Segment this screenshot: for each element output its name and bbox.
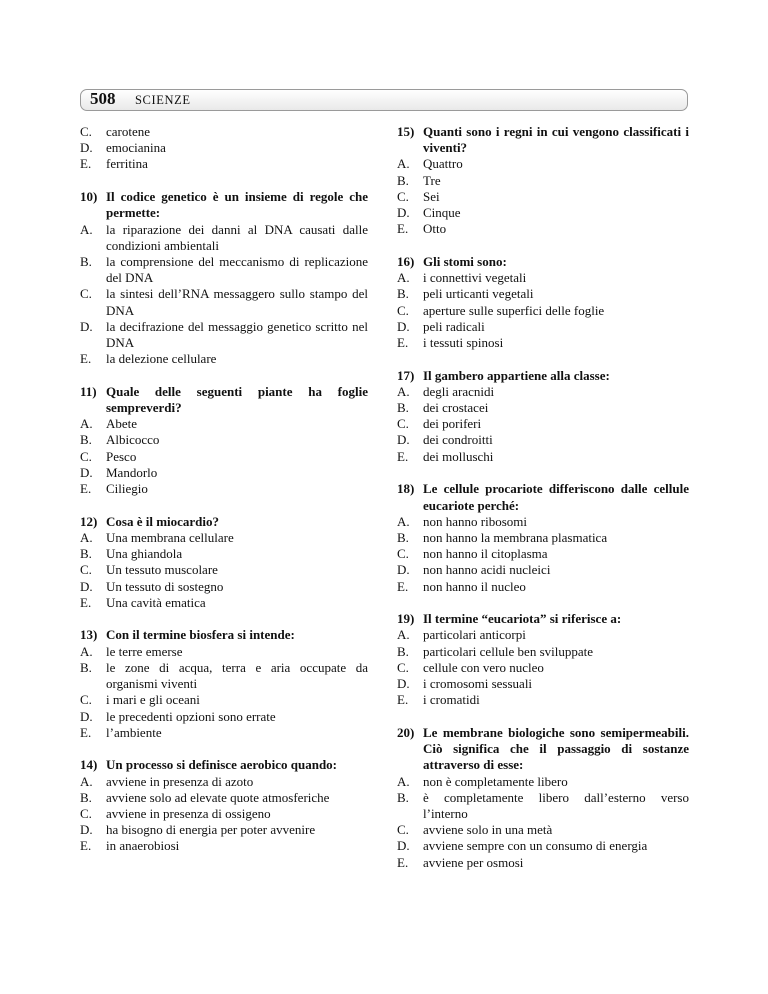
answer-option xyxy=(80,481,368,497)
option-label: C. xyxy=(80,692,92,708)
option-text: i tessuti spinosi xyxy=(423,334,504,350)
answer-option xyxy=(80,546,368,562)
option-text: Una cavità ematica xyxy=(106,594,206,610)
answer-option xyxy=(80,692,368,708)
answer-option xyxy=(397,303,689,319)
option-text: peli urticanti vegetali xyxy=(423,286,534,302)
answer-option xyxy=(397,384,689,400)
question-block xyxy=(397,254,689,351)
option-text: avviene solo in una metà xyxy=(423,822,553,838)
option-label: D. xyxy=(80,578,93,594)
option-label: E. xyxy=(397,578,409,594)
option-text: non hanno ribosomi xyxy=(423,513,527,529)
answer-option xyxy=(80,530,368,546)
option-label: E. xyxy=(397,854,409,870)
question-block xyxy=(397,481,689,594)
answer-option xyxy=(397,432,689,448)
option-label: A. xyxy=(397,270,410,286)
option-text: dei molluschi xyxy=(423,448,494,464)
question-title xyxy=(397,368,689,384)
page-header xyxy=(80,89,688,111)
option-label: D. xyxy=(397,432,410,448)
option-text: Otto xyxy=(423,221,447,237)
option-label: E. xyxy=(80,156,92,172)
answer-option xyxy=(397,627,689,643)
option-label: B. xyxy=(397,643,409,659)
option-text: avviene solo ad elevate quote atmosferiche xyxy=(106,789,330,805)
question-number: 14) xyxy=(80,757,98,773)
question-text: Cosa è il miocardio? xyxy=(106,513,220,529)
question-text: Le cellule procariote differiscono dalle cellule eucariote perché: xyxy=(423,481,689,513)
option-label: D. xyxy=(80,318,93,334)
option-label: D. xyxy=(80,708,93,724)
option-label: A. xyxy=(80,221,93,237)
option-text: dei crostacei xyxy=(423,400,489,416)
answer-option xyxy=(80,774,368,790)
option-text: ferritina xyxy=(106,156,148,172)
option-text: aperture sulle superfici delle foglie xyxy=(423,302,605,318)
option-label: C. xyxy=(80,562,92,578)
option-text: avviene per osmosi xyxy=(423,854,524,870)
answer-option xyxy=(397,579,689,595)
option-label: D. xyxy=(397,838,410,854)
option-label: C. xyxy=(397,822,409,838)
question-text: Con il termine biosfera si intende: xyxy=(106,627,295,643)
question-title xyxy=(80,627,368,643)
option-text: i cromosomi sessuali xyxy=(423,676,533,692)
answer-option xyxy=(80,465,368,481)
option-text: la delezione cellulare xyxy=(106,351,217,367)
option-text: in anaerobiosi xyxy=(106,838,180,854)
option-label: B. xyxy=(80,546,92,562)
option-text: degli aracnidi xyxy=(423,383,495,399)
option-label: E. xyxy=(397,221,409,237)
option-text: dei poriferi xyxy=(423,416,482,432)
answer-option xyxy=(80,806,368,822)
answer-option xyxy=(80,595,368,611)
option-label: B. xyxy=(80,789,92,805)
option-label: C. xyxy=(397,188,409,204)
question-title xyxy=(80,757,368,773)
answer-option xyxy=(80,319,368,351)
option-text: Un tessuto muscolare xyxy=(106,562,218,578)
option-label: B. xyxy=(80,432,92,448)
option-text: i mari e gli oceani xyxy=(106,692,200,708)
question-number: 13) xyxy=(80,627,98,643)
answer-option xyxy=(80,449,368,465)
option-text: le zone di acqua, terra e aria occupate da organismi viventi xyxy=(106,659,368,692)
option-label: D. xyxy=(80,822,93,838)
answer-option xyxy=(397,270,689,286)
question-title xyxy=(397,725,689,774)
option-label: D. xyxy=(397,676,410,692)
question-text: Quanti sono i regni in cui vengono classificati i viventi? xyxy=(423,124,689,156)
question-number: 20) xyxy=(397,725,415,740)
option-text: non hanno il citoplasma xyxy=(423,546,548,562)
answer-option xyxy=(397,335,689,351)
option-text: Un tessuto di sostegno xyxy=(106,578,224,594)
question-number: 19) xyxy=(397,611,415,627)
answer-option xyxy=(397,838,689,854)
option-text: i cromatidi xyxy=(423,692,480,708)
option-label: C. xyxy=(80,124,92,139)
section-title: SCIENZE xyxy=(135,93,191,107)
question-number: 18) xyxy=(397,481,415,497)
answer-option xyxy=(397,546,689,562)
option-label: B. xyxy=(397,286,409,302)
option-label: B. xyxy=(397,400,409,416)
answer-option xyxy=(397,660,689,676)
option-text: Quattro xyxy=(423,156,463,172)
option-label: B. xyxy=(80,253,92,269)
answer-option xyxy=(397,400,689,416)
question-number: 12) xyxy=(80,513,98,529)
option-label: C. xyxy=(397,302,409,318)
answer-option xyxy=(397,562,689,578)
page-number: 508 xyxy=(90,89,116,108)
answer-option xyxy=(80,416,368,432)
option-text: avviene in presenza di ossigeno xyxy=(106,806,271,822)
option-text: non è completamente libero xyxy=(423,773,568,789)
answer-option xyxy=(397,676,689,692)
option-text: le precedenti opzioni sono errate xyxy=(106,708,276,724)
option-text: Albicocco xyxy=(106,432,160,448)
option-text: la decifrazione del messaggio genetico scritto nel DNA xyxy=(106,318,368,350)
option-text: dei condroitti xyxy=(423,432,493,448)
option-text: Cinque xyxy=(423,205,461,221)
option-text: cellule con vero nucleo xyxy=(423,659,544,675)
option-label: B. xyxy=(397,172,409,188)
option-label: B. xyxy=(80,659,92,675)
option-text: le terre emerse xyxy=(106,643,183,659)
option-text: Sei xyxy=(423,188,440,204)
option-label: C. xyxy=(397,659,409,675)
answer-option xyxy=(397,449,689,465)
option-text: Abete xyxy=(106,416,138,432)
answer-option xyxy=(80,822,368,838)
question-number: 15) xyxy=(397,124,415,139)
option-label: A. xyxy=(80,529,93,545)
question-text: Un processo si definisce aerobico quando: xyxy=(106,757,338,773)
option-label: E. xyxy=(80,838,92,854)
answer-option xyxy=(397,156,689,172)
answer-option xyxy=(397,286,689,302)
option-label: C. xyxy=(397,546,409,562)
right-column xyxy=(397,124,689,887)
question-text: Le membrane biologiche sono semipermeabili. Ciò significa che il passaggio di sostanze attraverso di esse: xyxy=(423,725,689,773)
option-text: Ciliegio xyxy=(106,481,148,497)
answer-option xyxy=(397,189,689,205)
answer-option xyxy=(397,173,689,189)
question-block xyxy=(397,611,689,708)
question-block xyxy=(397,725,689,871)
question-title xyxy=(397,481,689,513)
option-label: D. xyxy=(397,318,410,334)
option-text: la comprensione del meccanismo di replicazione del DNA xyxy=(106,253,368,286)
question-text: Gli stomi sono: xyxy=(423,253,507,269)
answer-option xyxy=(397,692,689,708)
option-label: B. xyxy=(397,529,409,545)
option-text: Pesco xyxy=(106,448,137,464)
option-label: A. xyxy=(397,773,410,789)
answer-option xyxy=(397,774,689,790)
question-number: 16) xyxy=(397,253,415,269)
answer-option xyxy=(397,644,689,660)
option-label: A. xyxy=(397,156,410,172)
answer-option xyxy=(80,351,368,367)
answer-option xyxy=(80,432,368,448)
question-text: Il termine “eucariota” si riferisce a: xyxy=(423,611,622,627)
answer-option xyxy=(80,254,368,286)
option-text: non hanno la membrana plasmatica xyxy=(423,529,608,545)
answer-option xyxy=(397,221,689,237)
option-text: è completamente libero dall’esterno verso l’interno xyxy=(423,789,689,822)
answer-option xyxy=(80,124,368,140)
answer-option xyxy=(80,709,368,725)
left-column xyxy=(80,124,368,871)
option-text: i connettivi vegetali xyxy=(423,270,527,286)
answer-option xyxy=(80,790,368,806)
option-label: E. xyxy=(80,594,92,610)
option-text: particolari cellule ben sviluppate xyxy=(423,643,594,659)
option-label: A. xyxy=(397,383,410,399)
option-label: A. xyxy=(80,416,93,432)
option-text: avviene in presenza di azoto xyxy=(106,773,254,789)
question-number: 17) xyxy=(397,367,415,383)
option-text: Una membrana cellulare xyxy=(106,529,234,545)
answer-option xyxy=(80,579,368,595)
answer-option xyxy=(80,660,368,692)
question-text: Il gambero appartiene alla classe: xyxy=(423,367,610,383)
option-label: B. xyxy=(397,789,409,805)
option-label: E. xyxy=(80,351,92,367)
question-block xyxy=(80,757,368,854)
question-title xyxy=(80,189,368,221)
question-block xyxy=(80,189,368,367)
option-label: E. xyxy=(80,724,92,740)
question-number: 11) xyxy=(80,383,97,399)
option-label: E. xyxy=(397,334,409,350)
option-text: carotene xyxy=(106,124,151,139)
option-label: E. xyxy=(397,448,409,464)
option-text: la sintesi dell’RNA messaggero sullo stampo del DNA xyxy=(106,286,368,318)
question-number: 10) xyxy=(80,189,98,205)
answer-option xyxy=(397,416,689,432)
answer-option xyxy=(397,514,689,530)
option-label: D. xyxy=(80,464,93,480)
option-label: C. xyxy=(80,448,92,464)
option-label: A. xyxy=(397,513,410,529)
question-title xyxy=(397,124,689,156)
option-label: C. xyxy=(80,806,92,822)
option-text: particolari anticorpi xyxy=(423,627,526,643)
answer-option xyxy=(80,838,368,854)
option-label: C. xyxy=(397,416,409,432)
option-text: Una ghiandola xyxy=(106,546,183,562)
answer-option xyxy=(80,222,368,254)
option-label: A. xyxy=(397,627,410,643)
question-title xyxy=(397,254,689,270)
question-block xyxy=(397,368,689,465)
question-block xyxy=(80,384,368,497)
question-title xyxy=(80,384,368,416)
option-text: emocianina xyxy=(106,140,166,156)
option-text: non hanno il nucleo xyxy=(423,578,526,594)
question-block xyxy=(80,627,368,740)
answer-option xyxy=(397,319,689,335)
question-text: Il codice genetico è un insieme di regole che permette: xyxy=(106,189,368,221)
question-title xyxy=(80,514,368,530)
answer-option xyxy=(397,530,689,546)
question-title xyxy=(397,611,689,627)
option-text: Tre xyxy=(423,172,441,188)
answer-option xyxy=(80,286,368,318)
answer-option xyxy=(397,205,689,221)
question-text: Quale delle seguenti piante ha foglie sempreverdi? xyxy=(106,383,368,416)
option-text: Mandorlo xyxy=(106,464,158,480)
option-text: l’ambiente xyxy=(106,724,162,740)
answer-option xyxy=(80,156,368,172)
answer-option xyxy=(397,822,689,838)
option-label: D. xyxy=(397,205,410,221)
option-label: E. xyxy=(80,481,92,497)
answer-option xyxy=(80,644,368,660)
answer-option xyxy=(397,790,689,822)
option-label: E. xyxy=(397,692,409,708)
option-text: ha bisogno di energia per poter avvenire xyxy=(106,822,316,838)
option-text: non hanno acidi nucleici xyxy=(423,562,551,578)
option-text: peli radicali xyxy=(423,318,485,334)
answer-option xyxy=(80,562,368,578)
option-text: la riparazione dei danni al DNA causati dalle condizioni ambientali xyxy=(106,221,368,253)
option-label: A. xyxy=(80,643,93,659)
option-text: avviene sempre con un consumo di energia xyxy=(423,838,648,854)
question-block xyxy=(80,514,368,611)
question-block xyxy=(80,124,368,173)
answer-option xyxy=(80,725,368,741)
option-label: C. xyxy=(80,286,92,302)
option-label: A. xyxy=(80,773,93,789)
answer-option xyxy=(80,140,368,156)
option-label: D. xyxy=(80,140,93,156)
option-label: D. xyxy=(397,562,410,578)
answer-option xyxy=(397,855,689,871)
question-block xyxy=(397,124,689,237)
